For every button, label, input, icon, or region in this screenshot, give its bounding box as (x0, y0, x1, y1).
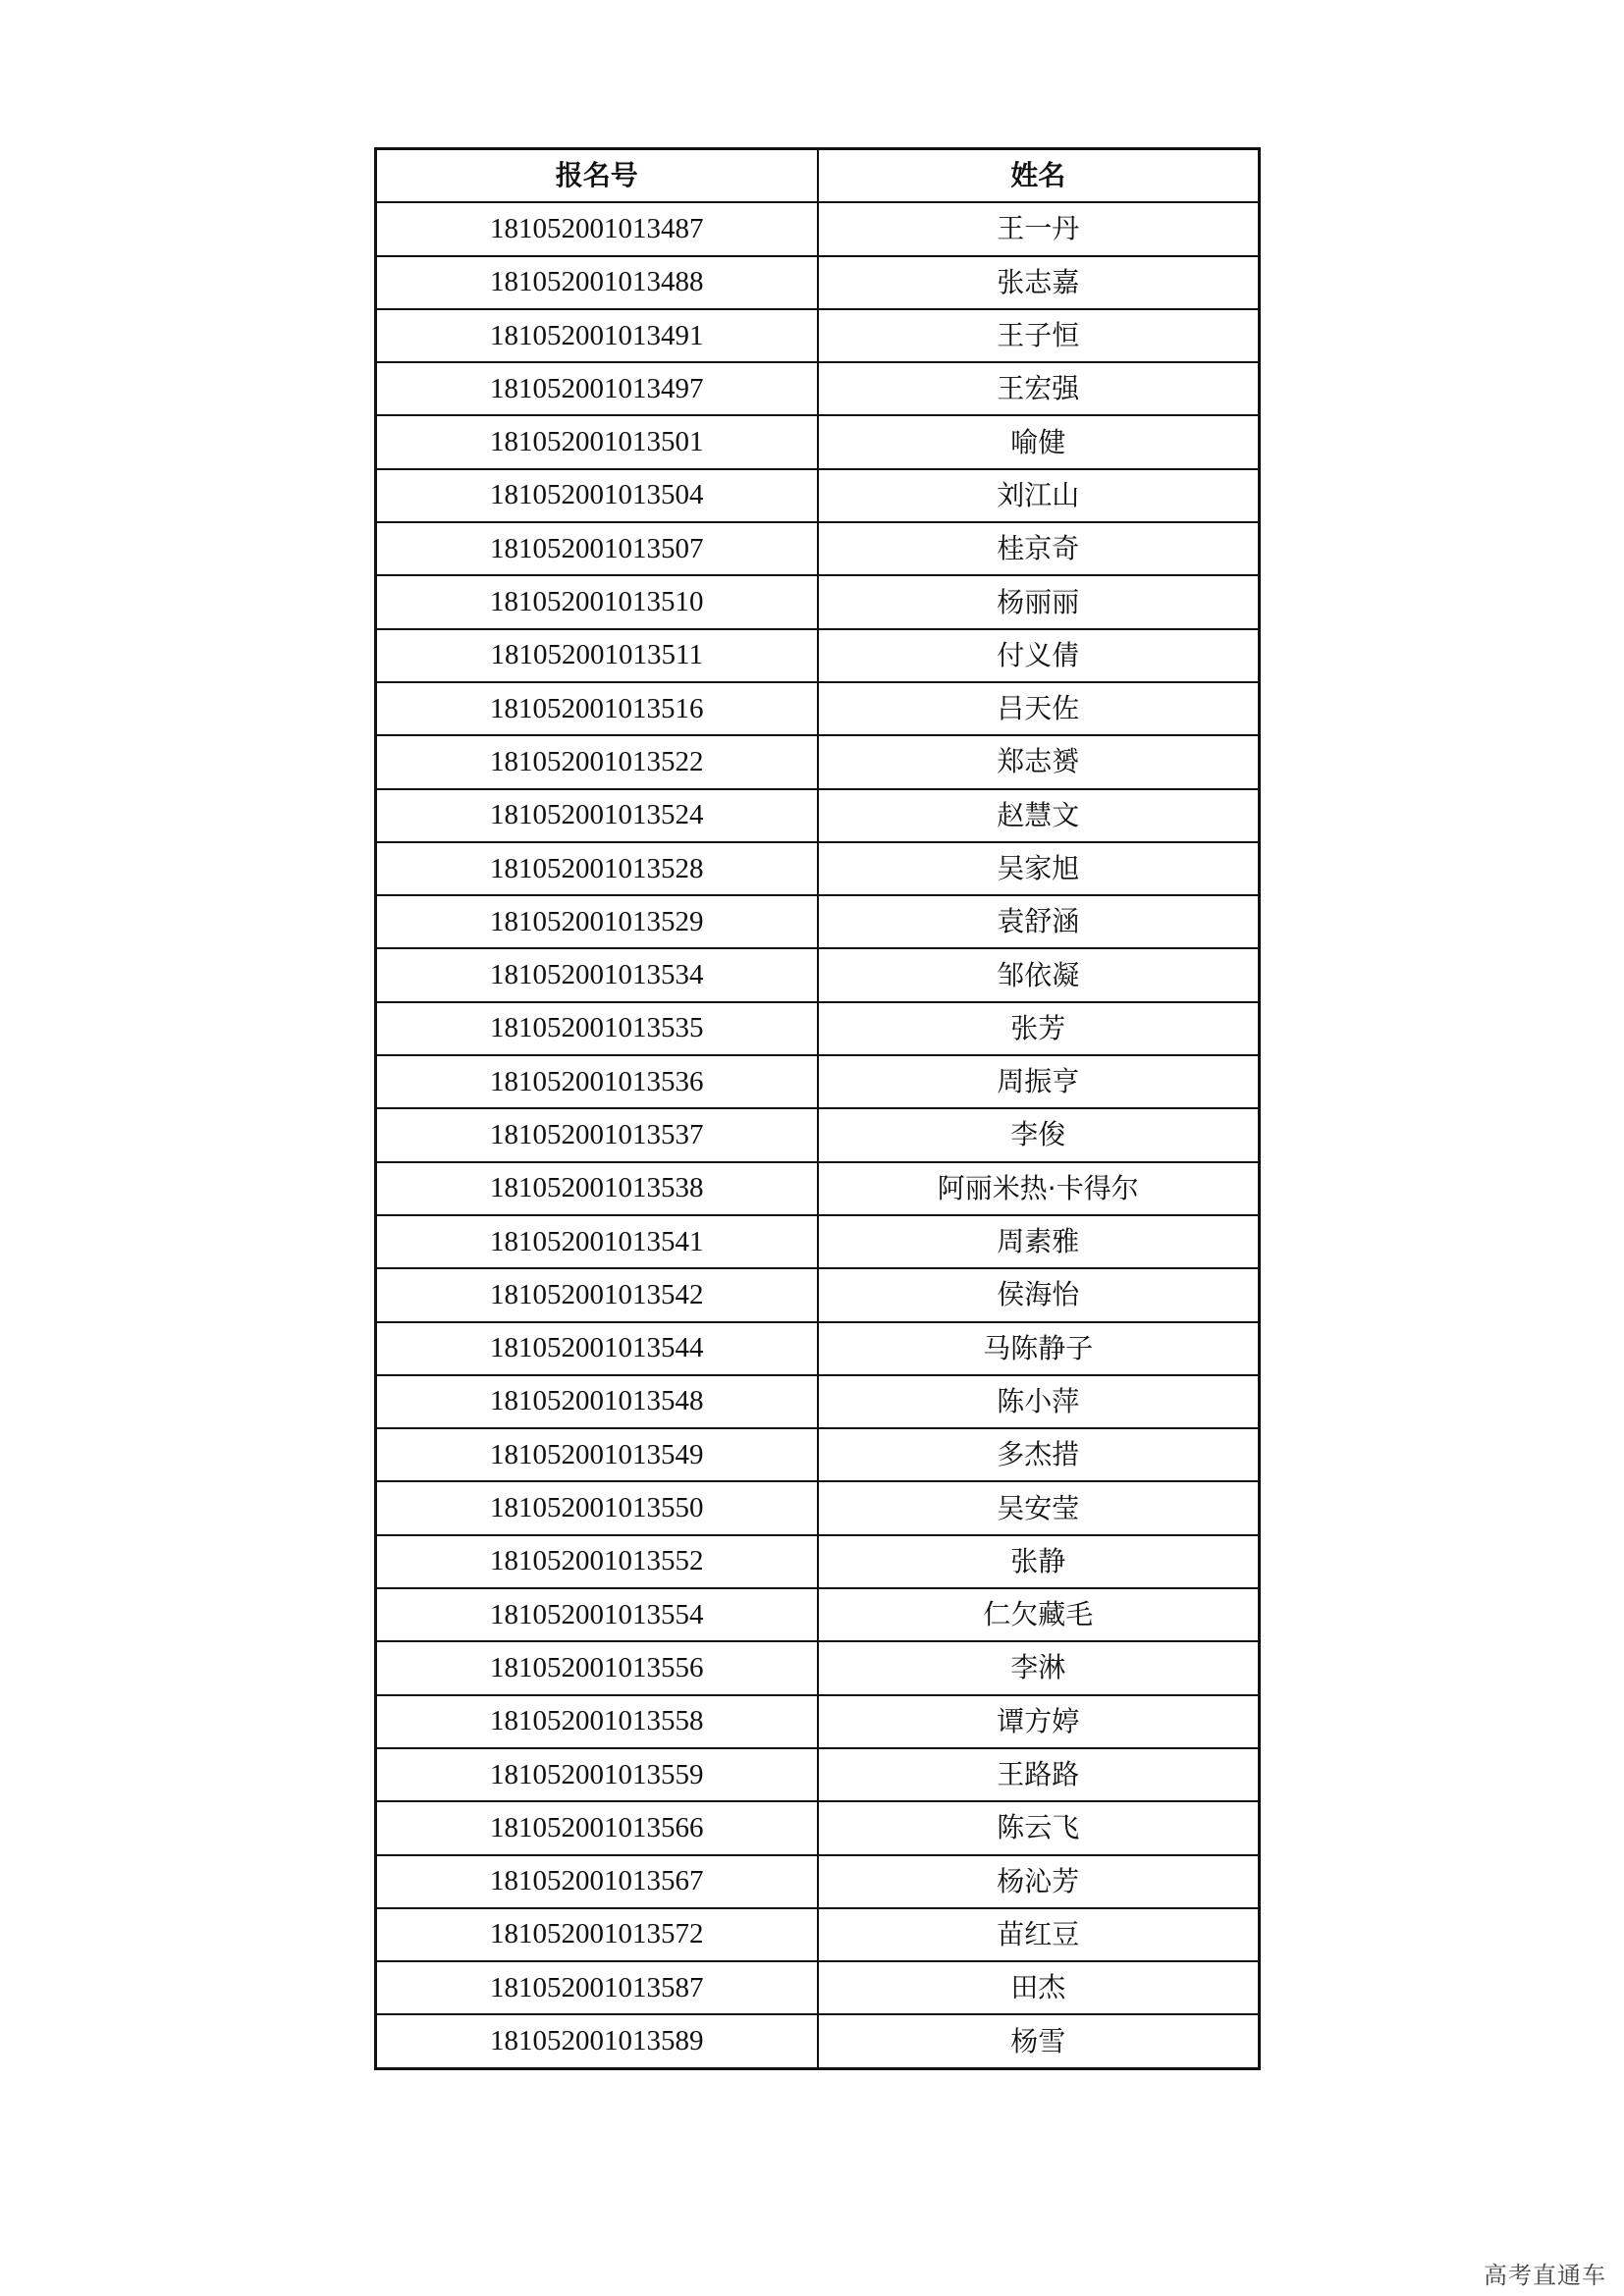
table-row (376, 522, 1260, 575)
registration-number-cell: 181052001013510 (376, 575, 818, 628)
name-cell: 张志嘉 (818, 256, 1260, 309)
table-row (376, 469, 1260, 522)
registration-number-cell: 181052001013559 (376, 1748, 818, 1801)
table-row (376, 256, 1260, 309)
registration-number-cell: 181052001013516 (376, 682, 818, 735)
registration-number-cell: 181052001013507 (376, 522, 818, 575)
table-row (376, 1961, 1260, 2014)
table-row (376, 1055, 1260, 1108)
table-row (376, 1375, 1260, 1428)
registration-number-cell: 181052001013529 (376, 895, 818, 948)
table-body (376, 202, 1260, 2068)
table-row (376, 1855, 1260, 1908)
table-row (376, 1801, 1260, 1854)
table-row (376, 415, 1260, 468)
name-cell: 王宏强 (818, 362, 1260, 415)
name-cell: 谭方婷 (818, 1695, 1260, 1748)
name-cell: 杨丽丽 (818, 575, 1260, 628)
table-row (376, 629, 1260, 682)
registration-number-cell: 181052001013567 (376, 1855, 818, 1908)
registration-number-cell: 181052001013542 (376, 1268, 818, 1321)
name-cell: 李淋 (818, 1641, 1260, 1694)
name-cell: 周振亨 (818, 1055, 1260, 1108)
name-cell: 陈云飞 (818, 1801, 1260, 1854)
table-row (376, 895, 1260, 948)
registration-number-cell: 181052001013537 (376, 1108, 818, 1161)
table-row (376, 1002, 1260, 1055)
name-cell: 刘江山 (818, 469, 1260, 522)
name-cell: 袁舒涵 (818, 895, 1260, 948)
registration-number-cell: 181052001013587 (376, 1961, 818, 2014)
name-cell: 喻健 (818, 415, 1260, 468)
name-cell: 王子恒 (818, 309, 1260, 362)
name-cell: 杨沁芳 (818, 1855, 1260, 1908)
name-cell: 田杰 (818, 1961, 1260, 2014)
table-row (376, 1162, 1260, 1215)
header-registration-number: 报名号 (376, 149, 818, 203)
name-cell: 苗红豆 (818, 1908, 1260, 1961)
table-row (376, 682, 1260, 735)
registration-number-cell: 181052001013552 (376, 1535, 818, 1588)
name-cell: 郑志赟 (818, 735, 1260, 788)
name-cell: 张静 (818, 1535, 1260, 1588)
registration-number-cell: 181052001013497 (376, 362, 818, 415)
registration-number-cell: 181052001013528 (376, 842, 818, 895)
name-cell: 付义倩 (818, 629, 1260, 682)
name-cell: 仁欠藏毛 (818, 1588, 1260, 1641)
registration-number-cell: 181052001013536 (376, 1055, 818, 1108)
name-cell: 陈小萍 (818, 1375, 1260, 1428)
table-row (376, 309, 1260, 362)
table-row (376, 1748, 1260, 1801)
table-row (376, 1908, 1260, 1961)
registration-number-cell: 181052001013566 (376, 1801, 818, 1854)
registration-number-cell: 181052001013522 (376, 735, 818, 788)
registration-number-cell: 181052001013541 (376, 1215, 818, 1268)
table-row (376, 1428, 1260, 1481)
name-cell: 邹依凝 (818, 948, 1260, 1001)
registration-number-cell: 181052001013558 (376, 1695, 818, 1748)
registration-number-cell: 181052001013501 (376, 415, 818, 468)
registration-number-cell: 181052001013488 (376, 256, 818, 309)
name-cell: 多杰措 (818, 1428, 1260, 1481)
table-row (376, 948, 1260, 1001)
name-cell: 侯海怡 (818, 1268, 1260, 1321)
name-cell: 桂京奇 (818, 522, 1260, 575)
table-row (376, 1535, 1260, 1588)
table-row (376, 202, 1260, 255)
registration-number-cell: 181052001013548 (376, 1375, 818, 1428)
name-cell: 李俊 (818, 1108, 1260, 1161)
name-cell: 阿丽米热·卡得尔 (818, 1162, 1260, 1215)
registration-number-cell: 181052001013549 (376, 1428, 818, 1481)
registration-number-cell: 181052001013544 (376, 1322, 818, 1375)
table-row (376, 842, 1260, 895)
table-row (376, 1108, 1260, 1161)
table-row (376, 2014, 1260, 2068)
table-row (376, 1481, 1260, 1534)
table-row (376, 1641, 1260, 1694)
registration-number-cell: 181052001013504 (376, 469, 818, 522)
table-row (376, 1695, 1260, 1748)
registration-number-cell: 181052001013556 (376, 1641, 818, 1694)
registration-number-cell: 181052001013589 (376, 2014, 818, 2068)
watermark: 高考直通车 (1484, 2262, 1606, 2289)
name-cell: 吴家旭 (818, 842, 1260, 895)
registration-number-cell: 181052001013491 (376, 309, 818, 362)
name-cell: 赵慧文 (818, 789, 1260, 842)
table-row (376, 1588, 1260, 1641)
table-row (376, 1268, 1260, 1321)
table-header (376, 149, 1260, 203)
registration-number-cell: 181052001013534 (376, 948, 818, 1001)
name-cell: 杨雪 (818, 2014, 1260, 2068)
name-cell: 吕天佐 (818, 682, 1260, 735)
name-cell: 周素雅 (818, 1215, 1260, 1268)
registration-number-cell: 181052001013535 (376, 1002, 818, 1055)
name-cell: 王一丹 (818, 202, 1260, 255)
name-cell: 吴安莹 (818, 1481, 1260, 1534)
name-cell: 王路路 (818, 1748, 1260, 1801)
roster-table (374, 147, 1261, 2070)
header-row (376, 149, 1260, 203)
table-row (376, 1322, 1260, 1375)
table-row (376, 575, 1260, 628)
registration-number-cell: 181052001013511 (376, 629, 818, 682)
name-cell: 张芳 (818, 1002, 1260, 1055)
registration-number-cell: 181052001013550 (376, 1481, 818, 1534)
registration-number-cell: 181052001013487 (376, 202, 818, 255)
registration-number-cell: 181052001013554 (376, 1588, 818, 1641)
table-row (376, 362, 1260, 415)
registration-number-cell: 181052001013524 (376, 789, 818, 842)
name-cell: 马陈静子 (818, 1322, 1260, 1375)
table-row (376, 1215, 1260, 1268)
registration-number-cell: 181052001013538 (376, 1162, 818, 1215)
registration-number-cell: 181052001013572 (376, 1908, 818, 1961)
table-row (376, 789, 1260, 842)
table-row (376, 735, 1260, 788)
header-name: 姓名 (818, 149, 1260, 203)
